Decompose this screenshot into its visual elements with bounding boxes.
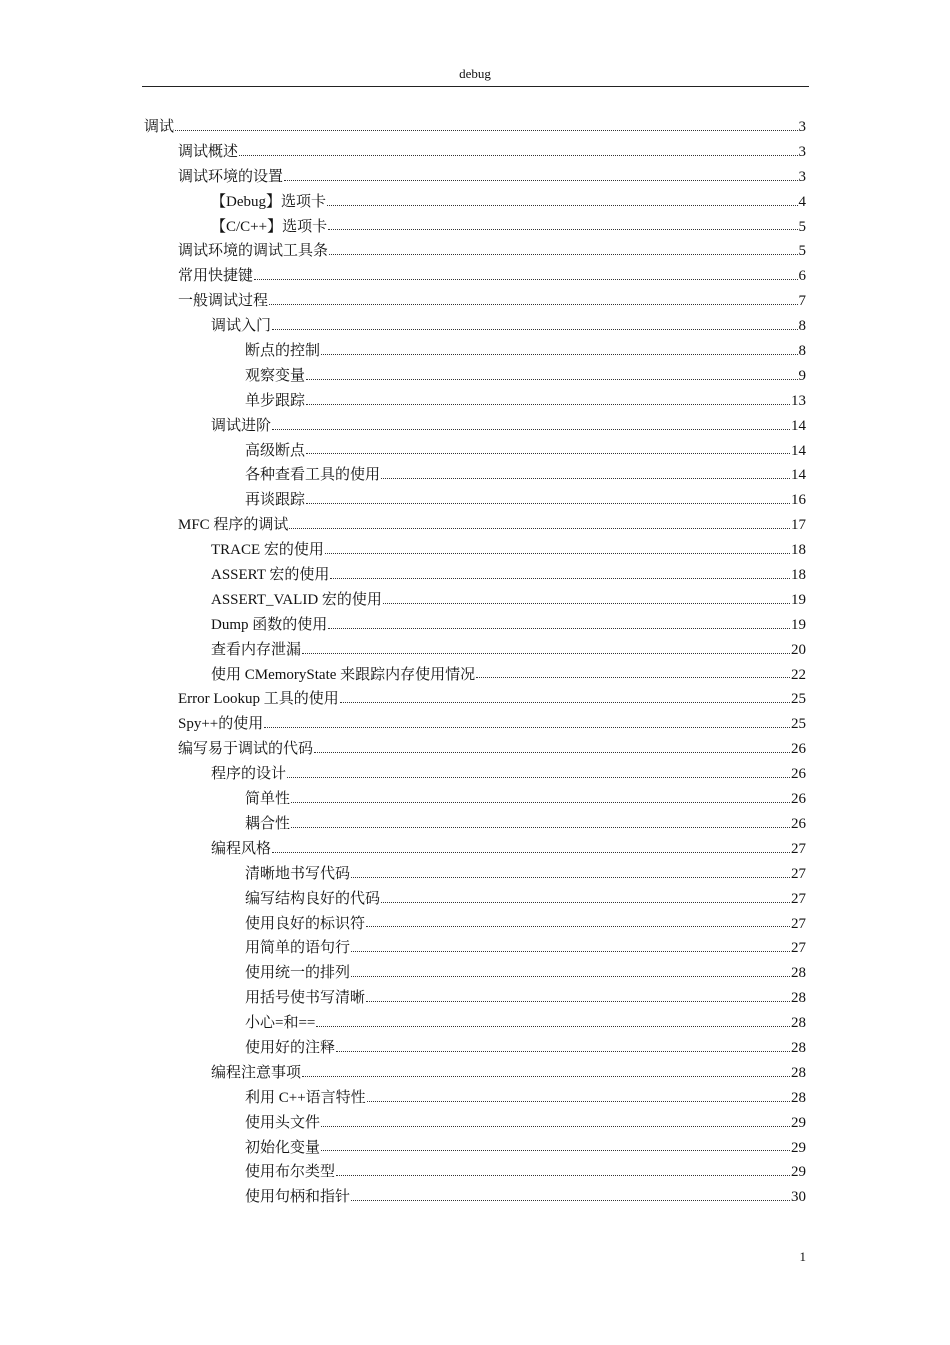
page-number: 1: [799, 1249, 806, 1264]
toc-entry-page: 19: [791, 616, 806, 633]
toc-entry-page: 27: [791, 940, 806, 957]
toc-entry[interactable]: [144, 1086, 806, 1111]
toc-entry-page: 18: [791, 567, 806, 584]
toc-entry-title: 编程注意事项: [211, 1064, 302, 1081]
toc-entry[interactable]: [144, 588, 806, 613]
toc-entry-page: 25: [791, 691, 806, 708]
toc-entry[interactable]: [144, 1061, 806, 1086]
toc-entry[interactable]: [144, 862, 806, 887]
toc-entry-title: 简单性: [245, 791, 291, 808]
toc-entry-title: 编写易于调试的代码: [178, 741, 314, 758]
toc-entry[interactable]: [144, 1160, 806, 1185]
toc-entry-page: 27: [791, 865, 806, 882]
toc-entry-title: 使用布尔类型: [245, 1164, 336, 1181]
toc-entry[interactable]: [144, 613, 806, 638]
toc-dot-leader: [175, 129, 797, 131]
toc-dot-leader: [306, 403, 790, 405]
toc-entry[interactable]: [144, 1136, 806, 1161]
toc-entry-title: 调试环境的设置: [178, 168, 284, 185]
toc-entry[interactable]: [144, 1036, 806, 1061]
toc-entry[interactable]: [144, 488, 806, 513]
toc-dot-leader: [381, 477, 790, 479]
toc-dot-leader: [329, 253, 797, 255]
toc-entry-title: 程序的设计: [211, 766, 287, 783]
toc-entry-title: 调试概述: [178, 143, 239, 160]
toc-entry-title: 耦合性: [245, 815, 291, 832]
toc-entry-title: 使用好的注释: [245, 1039, 336, 1056]
toc-entry[interactable]: [144, 389, 806, 414]
toc-entry-title: MFC 程序的调试: [178, 517, 289, 534]
toc-entry-page: 27: [791, 890, 806, 907]
toc-entry-page: 27: [791, 840, 806, 857]
toc-entry-title: 【Debug】选项卡: [211, 193, 326, 210]
toc-entry-title: TRACE 宏的使用: [211, 542, 324, 559]
toc-dot-leader: [383, 602, 790, 604]
toc-entry-title: 调试进阶: [211, 417, 272, 434]
toc-entry-page: 4: [798, 193, 806, 210]
toc-dot-leader: [351, 876, 790, 878]
toc-entry[interactable]: [144, 887, 806, 912]
toc-entry[interactable]: [144, 663, 806, 688]
toc-entry-title: 各种查看工具的使用: [245, 467, 381, 484]
toc-entry-page: 19: [791, 591, 806, 608]
table-of-contents: [144, 115, 806, 1210]
toc-entry[interactable]: [144, 165, 806, 190]
toc-dot-leader: [328, 228, 797, 230]
toc-entry[interactable]: [144, 115, 806, 140]
toc-entry[interactable]: [144, 215, 806, 240]
toc-entry-page: 22: [791, 666, 806, 683]
toc-entry-page: 25: [791, 716, 806, 733]
toc-entry-title: 【C/C++】选项卡: [211, 218, 328, 235]
toc-entry-page: 27: [791, 915, 806, 932]
toc-dot-leader: [367, 1100, 790, 1102]
toc-entry-title: 编程风格: [211, 840, 272, 857]
toc-dot-leader: [366, 1000, 790, 1002]
toc-entry[interactable]: [144, 463, 806, 488]
toc-entry-title: 使用句柄和指针: [245, 1189, 351, 1206]
toc-dot-leader: [272, 851, 790, 853]
toc-entry-title: Spy++的使用: [178, 716, 264, 733]
toc-dot-leader: [330, 577, 790, 579]
toc-dot-leader: [291, 826, 790, 828]
toc-dot-leader: [306, 378, 797, 380]
toc-entry[interactable]: [144, 239, 806, 264]
toc-entry-title: 查看内存泄漏: [211, 641, 302, 658]
toc-dot-leader: [272, 428, 790, 430]
toc-entry[interactable]: [144, 912, 806, 937]
toc-dot-leader: [340, 701, 790, 703]
toc-dot-leader: [321, 353, 797, 355]
toc-dot-leader: [316, 1025, 790, 1027]
toc-dot-leader: [306, 452, 790, 454]
toc-entry-page: 14: [791, 442, 806, 459]
toc-dot-leader: [254, 278, 797, 280]
toc-entry[interactable]: [144, 936, 806, 961]
toc-entry[interactable]: [144, 837, 806, 862]
running-header: debug: [459, 66, 491, 81]
toc-dot-leader: [302, 652, 790, 654]
toc-entry-title: 使用良好的标识符: [245, 915, 366, 932]
toc-entry-page: 26: [791, 815, 806, 832]
toc-dot-leader: [381, 901, 790, 903]
toc-entry[interactable]: [144, 289, 806, 314]
toc-entry-page: 7: [798, 293, 806, 310]
toc-entry-title: ASSERT_VALID 宏的使用: [211, 591, 382, 608]
toc-entry[interactable]: [144, 513, 806, 538]
toc-entry-title: 调试环境的调试工具条: [178, 243, 329, 260]
toc-entry-page: 14: [791, 467, 806, 484]
toc-entry[interactable]: [144, 787, 806, 812]
toc-entry-title: 编写结构良好的代码: [245, 890, 381, 907]
toc-entry-page: 3: [798, 119, 806, 135]
toc-entry[interactable]: [144, 314, 806, 339]
toc-entry[interactable]: [144, 638, 806, 663]
toc-entry-title: ASSERT 宏的使用: [211, 567, 330, 584]
toc-entry-page: 28: [791, 1064, 806, 1081]
toc-entry-page: 28: [791, 1039, 806, 1056]
toc-entry[interactable]: [144, 961, 806, 986]
toc-dot-leader: [351, 975, 790, 977]
toc-dot-leader: [321, 1149, 790, 1151]
toc-entry[interactable]: [144, 712, 806, 737]
toc-entry-page: 29: [791, 1164, 806, 1181]
toc-entry-page: 17: [791, 517, 806, 534]
toc-dot-leader: [306, 502, 790, 504]
toc-entry[interactable]: [144, 563, 806, 588]
toc-dot-leader: [325, 552, 790, 554]
toc-dot-leader: [328, 627, 790, 629]
toc-entry-title: 使用头文件: [245, 1114, 321, 1131]
toc-entry-page: 20: [791, 641, 806, 658]
toc-dot-leader: [284, 179, 797, 181]
toc-entry-page: 14: [791, 417, 806, 434]
toc-entry-title: 用括号使书写清晰: [245, 990, 366, 1007]
toc-entry[interactable]: [144, 538, 806, 563]
toc-entry-page: 26: [791, 766, 806, 783]
toc-entry-title: 初始化变量: [245, 1139, 321, 1156]
toc-entry[interactable]: [144, 737, 806, 762]
toc-entry[interactable]: [144, 190, 806, 215]
toc-entry-page: 29: [791, 1114, 806, 1131]
toc-entry-title: 再谈跟踪: [245, 492, 306, 509]
toc-dot-leader: [336, 1174, 790, 1176]
toc-entry[interactable]: [144, 1185, 806, 1210]
toc-entry[interactable]: [144, 414, 806, 439]
toc-entry-page: 28: [791, 965, 806, 982]
toc-entry-title: 调试入门: [211, 318, 272, 335]
toc-dot-leader: [302, 1075, 790, 1077]
toc-entry-title: 小心=和==: [245, 1015, 316, 1032]
toc-dot-leader: [239, 154, 797, 156]
toc-entry-page: 28: [791, 1015, 806, 1032]
toc-entry-title: 使用 CMemoryState 来跟踪内存使用情况: [211, 666, 476, 683]
toc-dot-leader: [272, 328, 797, 330]
toc-entry-title: 单步跟踪: [245, 392, 306, 409]
toc-dot-leader: [327, 204, 798, 206]
toc-entry-title: Dump 函数的使用: [211, 616, 328, 633]
toc-entry-page: 3: [798, 168, 806, 185]
toc-entry-page: 28: [791, 990, 806, 1007]
toc-entry-page: 8: [798, 318, 806, 335]
toc-entry-title: 常用快捷键: [178, 268, 254, 285]
toc-dot-leader: [321, 1125, 790, 1127]
toc-entry[interactable]: [144, 1011, 806, 1036]
toc-entry-page: 9: [798, 367, 806, 384]
toc-entry-page: 28: [791, 1089, 806, 1106]
toc-entry[interactable]: [144, 439, 806, 464]
toc-entry-page: 16: [791, 492, 806, 509]
toc-dot-leader: [366, 925, 790, 927]
toc-entry[interactable]: [144, 1111, 806, 1136]
toc-dot-leader: [264, 726, 790, 728]
toc-dot-leader: [351, 950, 790, 952]
toc-entry-page: 29: [791, 1139, 806, 1156]
toc-entry-page: 26: [791, 791, 806, 808]
toc-entry-title: 利用 C++语言特性: [245, 1089, 366, 1106]
toc-entry-page: 3: [798, 143, 806, 160]
toc-entry[interactable]: [144, 339, 806, 364]
toc-dot-leader: [336, 1050, 790, 1052]
toc-entry-page: 18: [791, 542, 806, 559]
toc-dot-leader: [269, 303, 797, 305]
toc-entry-title: 观察变量: [245, 367, 306, 384]
toc-entry-title: 断点的控制: [245, 343, 321, 360]
toc-dot-leader: [314, 751, 790, 753]
toc-entry[interactable]: [144, 812, 806, 837]
toc-entry-title: 用简单的语句行: [245, 940, 351, 957]
toc-entry[interactable]: [144, 687, 806, 712]
toc-entry-page: 26: [791, 741, 806, 758]
header-rule: [142, 86, 809, 87]
toc-entry-title: Error Lookup 工具的使用: [178, 691, 339, 708]
toc-dot-leader: [291, 801, 790, 803]
toc-entry[interactable]: [144, 140, 806, 165]
toc-entry-page: 6: [798, 268, 806, 285]
toc-entry-title: 清晰地书写代码: [245, 865, 351, 882]
toc-entry[interactable]: [144, 986, 806, 1011]
toc-entry-page: 13: [791, 392, 806, 409]
toc-entry-title: 调试: [144, 119, 175, 135]
toc-entry-title: 使用统一的排列: [245, 965, 351, 982]
toc-dot-leader: [287, 776, 790, 778]
toc-entry[interactable]: [144, 762, 806, 787]
toc-dot-leader: [289, 527, 790, 529]
toc-entry-page: 30: [791, 1189, 806, 1206]
toc-entry-page: 8: [798, 343, 806, 360]
toc-entry[interactable]: [144, 364, 806, 389]
toc-dot-leader: [351, 1199, 790, 1201]
toc-entry-page: 5: [798, 243, 806, 260]
toc-entry-title: 一般调试过程: [178, 293, 269, 310]
toc-dot-leader: [476, 676, 790, 678]
toc-entry-title: 高级断点: [245, 442, 306, 459]
toc-entry-page: 5: [798, 218, 806, 235]
toc-entry[interactable]: [144, 264, 806, 289]
